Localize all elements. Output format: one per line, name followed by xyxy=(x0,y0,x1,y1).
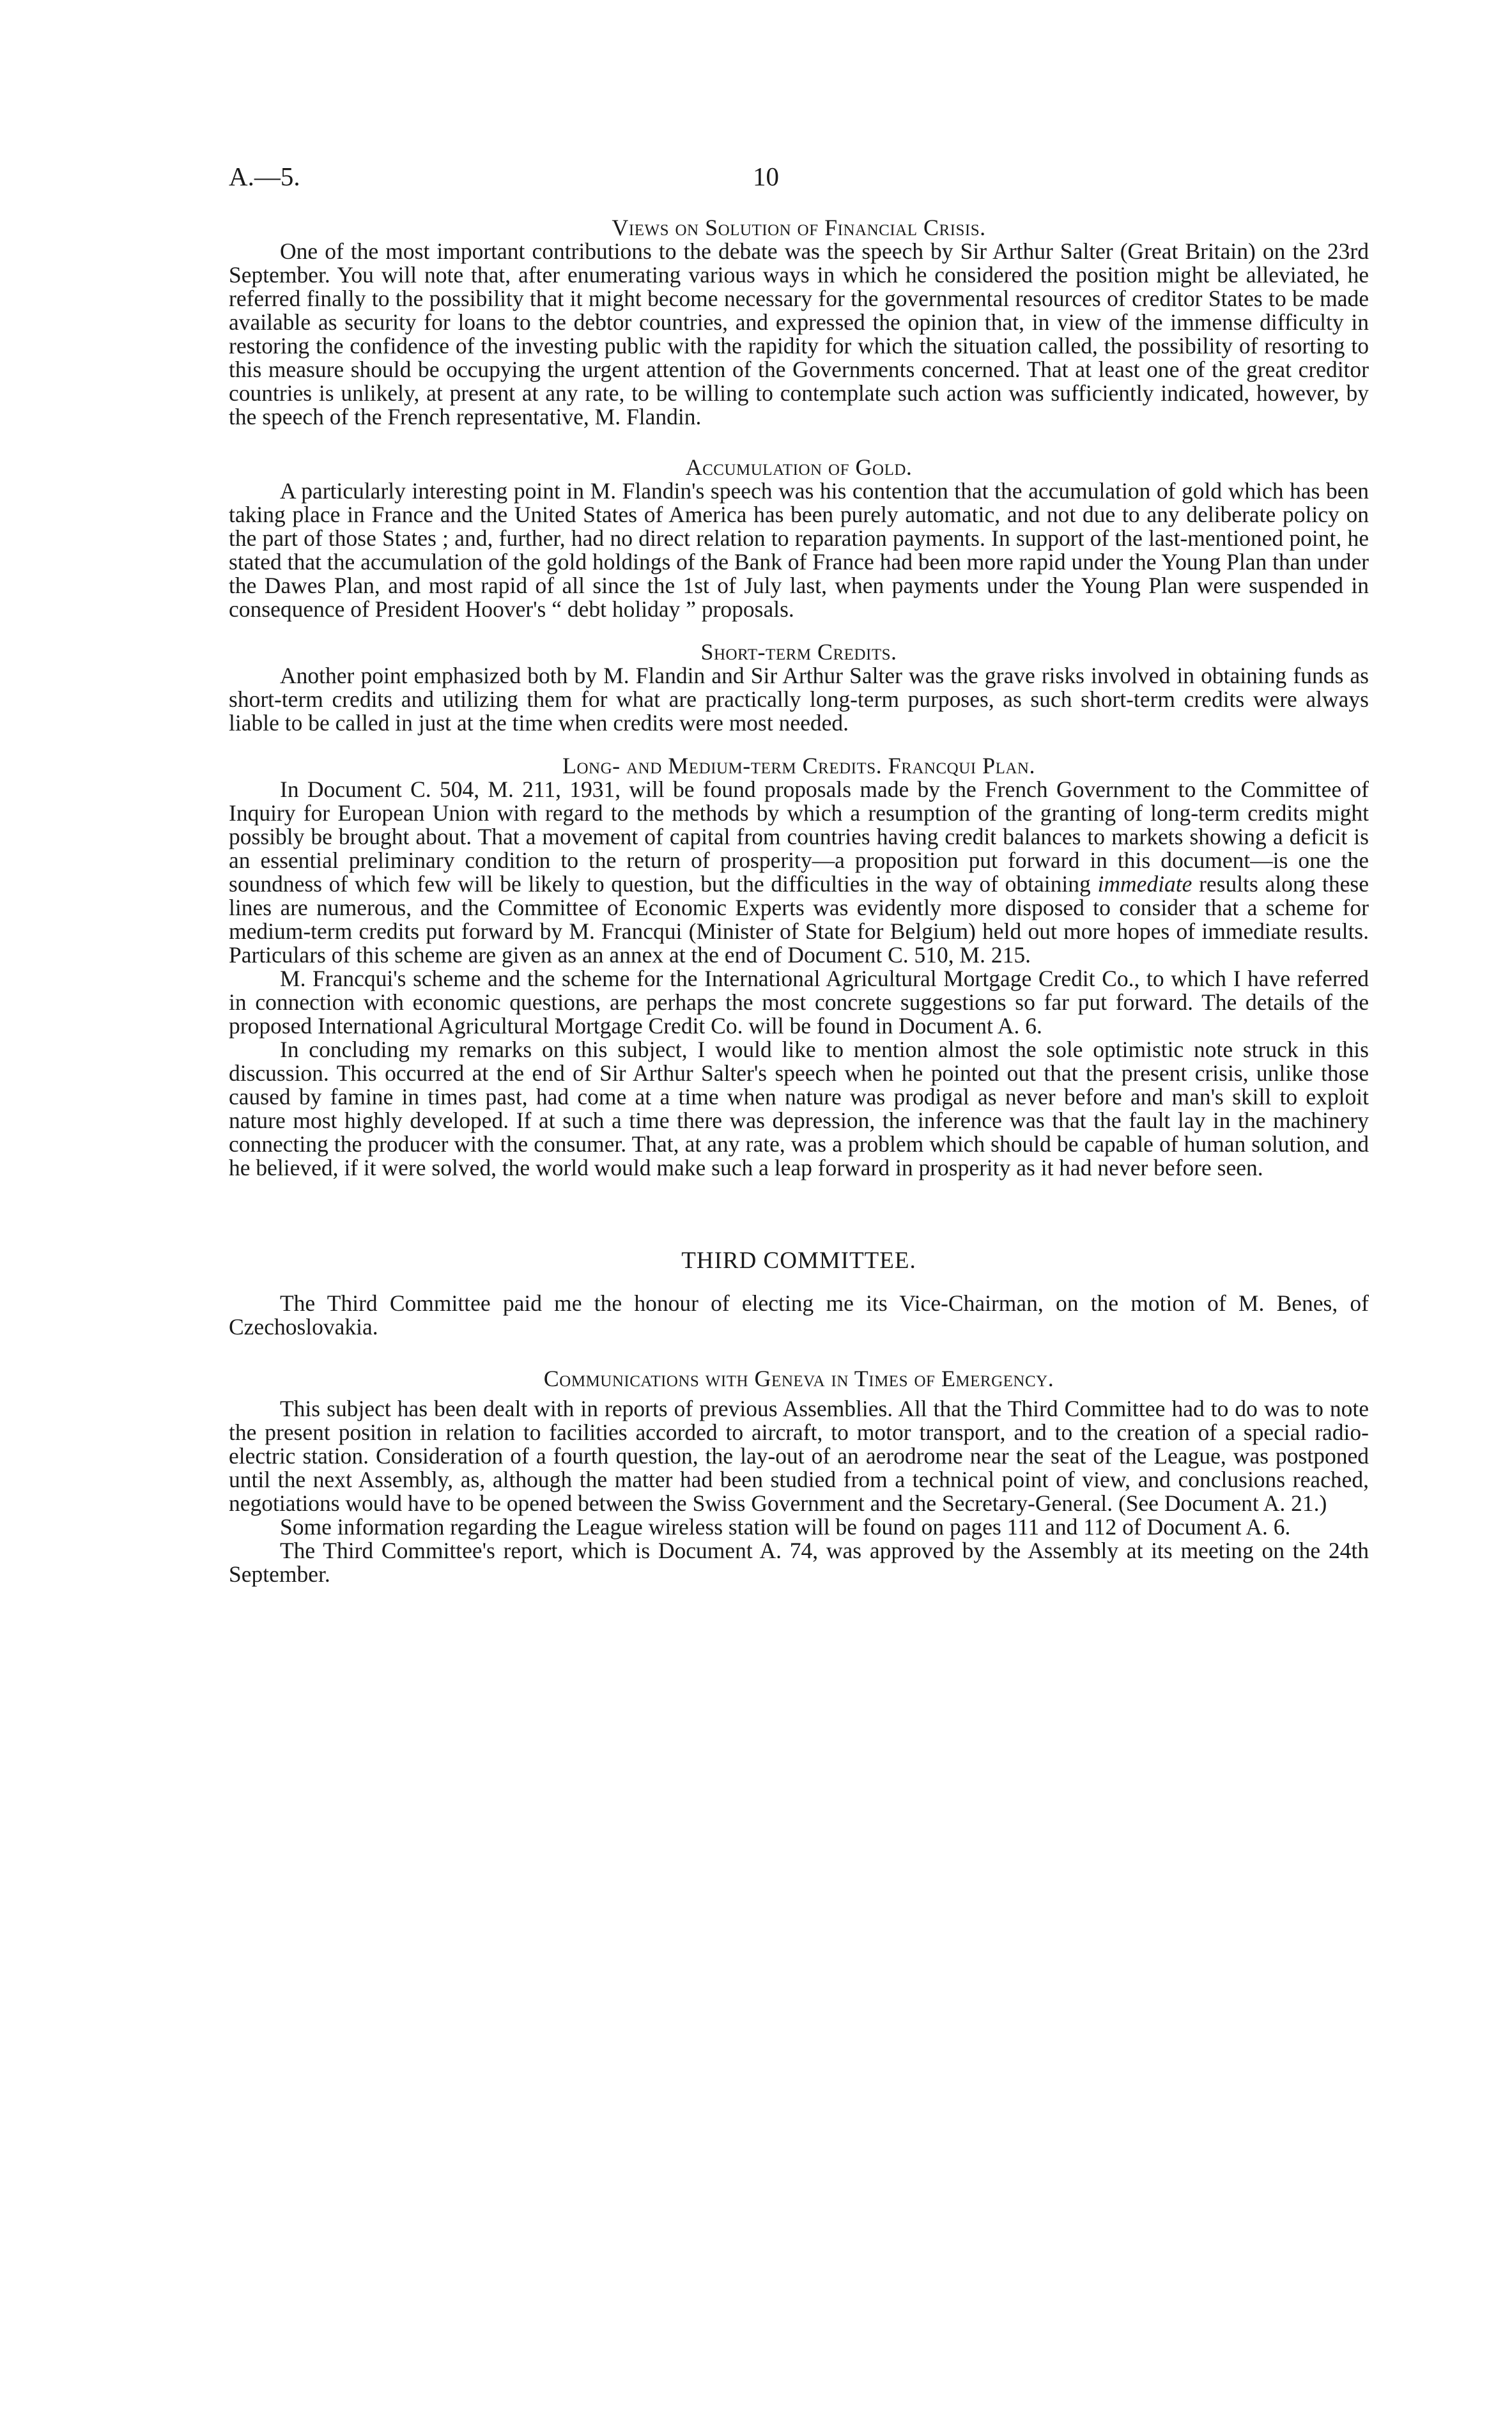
page-header xyxy=(229,161,1373,199)
paragraph-short-term-credits: Another point emphasized both by M. Flandin and Sir Arthur Salter was the grave risks involved in obtaining funds as short-term credits and utilizing them for what are practically long-term purposes, as such short-term credits were always liable to be called in just at the time when credits were most needed. xyxy=(229,663,1369,736)
section-heading-short-term-credits: Short-term Credits. xyxy=(700,639,897,665)
paragraph-communications-3: The Third Committee's report, which is Document A. 74, was approved by the Assembly at its meeting on the 24th September. xyxy=(229,1538,1369,1587)
section-heading-gold: Accumulation of Gold. xyxy=(685,454,913,480)
document-body xyxy=(229,216,1369,1586)
section-heading-francqui-plan: Long- and Medium-term Credits. Francqui Plan. xyxy=(562,753,1035,778)
page-number: 10 xyxy=(753,162,779,191)
paragraph-financial-crisis: One of the most important contributions to the debate was the speech by Sir Arthur Salter (Great Britain) on the 23rd September. You will note that, after enumerating various ways in which he considered the position might be alleviated, he referred finally to the possibility that it might become necessary for the governmental resources of creditor States to be made available as security for loans to the debtor countries, and expressed the opinion that, in view of the immense difficulty in restoring the confidence of the investing public with the rapidity for which the situation called, the possibility of resorting to this measure should be occupying the urgent attention of the Governments concerned. That at least one of the great creditor countries is unlikely, at present at any rate, to be willing to contemplate such action was sufficiently indicated, however, by the speech of the French representative, M. Flandin. xyxy=(229,238,1369,429)
third-committee-intro: The Third Committee paid me the honour of electing me its Vice-Chairman, on the motion of M. Benes, of Czechoslovakia. xyxy=(229,1290,1369,1340)
paragraph-francqui-3: In concluding my remarks on this subject, I would like to mention almost the sole optimistic note struck in this discussion. This occurred at the end of Sir Arthur Salter's speech when he pointed out that the present crisis, unlike those caused by famine in times past, had come at a time when nature was prodigal as never before and man's skill to exploit nature most highly developed. If at such a time there was depression, the inference was that the fault lay in the machinery connecting the producer with the consumer. That, at any rate, was a problem which should be capable of human solution, and he believed, if it were solved, the world would make such a leap forward in prosperity as it had never before seen. xyxy=(229,1037,1369,1180)
paragraph-communications-1: This subject has been dealt with in reports of previous Assemblies. All that the Third Committee had to do was to note the present position in relation to facilities accorded to aircraft, to motor transport, and to the creation of a special radio-electric station. Consideration of a fourth question, the lay-out of an aerodrome near the seat of the League, was postponed until the next Assembly, as, although the matter had been studied from a technical point of view, and conclusions reached, negotiations would have to be opened between the Swiss Government and the Secretary-General. (See Document A. 21.) xyxy=(229,1396,1369,1516)
paragraph-francqui-2: M. Francqui's scheme and the scheme for the International Agricultural Mortgage Credit Co., to which I have referred in connection with economic questions, are perhaps the most concrete suggestions so far put forward. The details of the proposed International Agricultural Mortgage Credit Co. will be found in Document A. 6. xyxy=(229,966,1369,1039)
section-heading-communications: Communications with Geneva in Times of Emergency. xyxy=(543,1366,1054,1391)
paragraph-gold: A particularly interesting point in M. Flandin's speech was his contention that the accumulation of gold which has been taking place in France and the United States of America has been purely automatic, and not due to any deliberate policy on the part of those States ; and, further, had no direct relation to reparation payments. In support of the last-mentioned point, he stated that the accumulation of the gold holdings of the Bank of France had been more rapid under the Young Plan than under the Dawes Plan, and most rapid of all since the 1st of July last, when payments under the Young Plan were suspended in consequence of President Hoover's “ debt holiday ” proposals. xyxy=(229,478,1369,622)
paragraph-communications-2: Some information regarding the League wireless station will be found on pages 111 and 112 of Document A. 6. xyxy=(280,1514,1291,1540)
document-reference: A.—5. xyxy=(229,162,300,191)
paragraph-francqui-1: In Document C. 504, M. 211, 1931, will be found proposals made by the French Government to the Committee of Inquiry for European Union with regard to the methods by which a resumption of the granting of long-term credits might possibly be brought about. That a movement of capital from countries having credit balances to markets showing a deficit is an essential preliminary condition to the return of prosperity—a proposition put forward in this document—is one the soundness of which few will be likely to question, but the difficulties in the way of obtaining immediate results along these lines are numerous, and the Committee of Economic Experts was evidently more disposed to consider that a scheme for medium-term credits put forward by M. Francqui (Minister of State for Belgium) held out more hopes of immediate results. Particulars of this scheme are given as an annex at the end of Document C. 510, M. 215. xyxy=(229,777,1369,968)
emphasis-immediate: immediate xyxy=(1097,871,1192,897)
third-committee-title: THIRD COMMITTEE. xyxy=(681,1248,916,1274)
section-heading-financial-crisis: Views on Solution of Financial Crisis. xyxy=(612,215,986,240)
